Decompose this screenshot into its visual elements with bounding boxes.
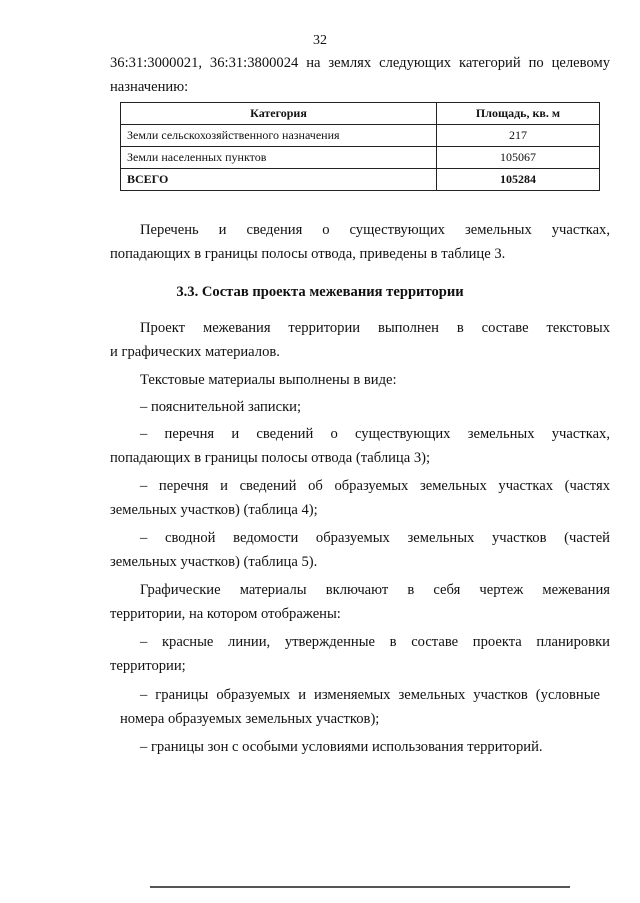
land-category-table <box>120 102 600 191</box>
graphic-item-1-line-2: территории; <box>110 658 186 674</box>
graphic-item-2-line-2: номера образуемых земельных участков); <box>120 711 380 727</box>
graphic-para-line-2: территории, на котором отображены: <box>110 606 341 622</box>
list-para-line-2: попадающих в границы полосы отвода, приведены в таблице 3. <box>110 246 506 262</box>
table-header-row <box>121 103 600 125</box>
text-item-2-line-2: попадающих в границы полосы отвода (таблица 3); <box>110 450 431 466</box>
project-para-line-1: Проект межевания территории выполнен в составе текстовых <box>140 320 610 336</box>
intro-line-2: назначению: <box>110 79 189 95</box>
cell-total-area: 105284 <box>437 169 600 191</box>
intro-line-1: 36:31:3000021, 36:31:3800024 на землях следующих категорий по целевому <box>110 55 610 71</box>
table-total-row <box>121 169 600 191</box>
header-category: Категория <box>121 103 437 125</box>
text-item-3-line-2: земельных участков) (таблица 4); <box>110 502 318 518</box>
cell-area: 217 <box>437 125 600 147</box>
text-materials-intro: Текстовые материалы выполнены в виде: <box>140 372 397 388</box>
cell-category: Земли населенных пунктов <box>121 147 437 169</box>
text-item-2-line-1: – перечня и сведений о существующих земельных участках, <box>140 426 610 442</box>
text-item-4-line-2: земельных участков) (таблица 5). <box>110 554 318 570</box>
header-area: Площадь, кв. м <box>437 103 600 125</box>
cell-category: Земли сельскохозяйственного назначения <box>121 125 437 147</box>
cell-area: 105067 <box>437 147 600 169</box>
table-row <box>121 125 600 147</box>
project-para-line-2: и графических материалов. <box>110 344 280 360</box>
graphic-item-3: – границы зон с особыми условиями использования территорий. <box>140 739 543 755</box>
scan-edge-divider <box>150 886 570 888</box>
page-number: 32 <box>313 33 327 48</box>
text-item-4-line-1: – сводной ведомости образуемых земельных участков (частей <box>140 530 610 546</box>
graphic-item-1-line-1: – красные линии, утвержденные в составе проекта планировки <box>140 634 610 650</box>
graphic-item-2-line-1: – границы образуемых и изменяемых земельных участков (условные <box>140 687 600 703</box>
cell-total-label: ВСЕГО <box>121 169 437 191</box>
graphic-para-line-1: Графические материалы включают в себя чертеж межевания <box>140 582 610 598</box>
section-heading: 3.3. Состав проекта межевания территории <box>176 284 464 300</box>
text-item-1: – пояснительной записки; <box>140 399 302 415</box>
text-item-3-line-1: – перечня и сведений об образуемых земельных участках (частях <box>140 478 610 494</box>
table-row <box>121 147 600 169</box>
list-para-line-1: Перечень и сведения о существующих земельных участках, <box>140 222 610 238</box>
